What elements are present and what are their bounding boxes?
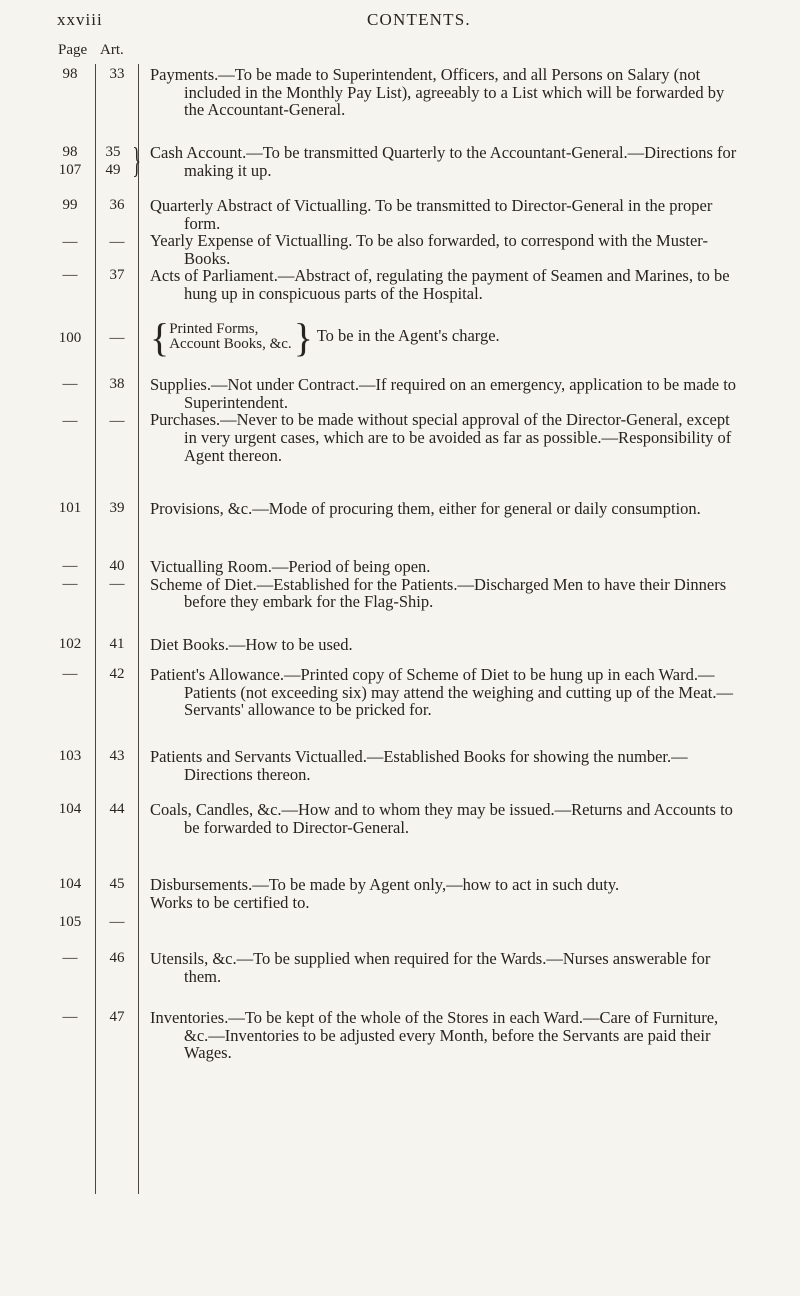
entry-text — [150, 1009, 746, 1062]
page-number: — — [62, 576, 78, 592]
column-rule-right — [138, 64, 139, 1194]
entry-line: Cash Account.—To be transmitted Quarterly to the Accountant-General.—Directions for making it up. — [150, 143, 737, 180]
page-number: — — [62, 234, 78, 250]
page-number: 100 — [58, 330, 82, 346]
article-number: 37 — [109, 267, 125, 283]
page-number: 107 — [58, 162, 82, 178]
page-folio: xxviii — [57, 10, 103, 29]
article-number: 47 — [109, 1009, 125, 1025]
page-number: 98 — [62, 144, 78, 160]
page-number: — — [62, 558, 78, 574]
entry-line: Payments.—To be made to Superintendent, Officers, and all Persons on Salary (not included in the Monthly Pay List), agreeably to a List which will be forwarded by the Accountant-General. — [150, 65, 725, 120]
page-number: — — [62, 413, 78, 429]
entry-text — [150, 500, 746, 518]
page-number: 102 — [58, 636, 82, 652]
entry-line: Inventories.—To be kept of the whole of the Stores in each Ward.—Care of Furniture, &c.—Inventories to be adjusted every Month, before the Servants are paid their Wages. — [150, 1008, 719, 1063]
page-number: 99 — [62, 197, 78, 213]
entry-text — [150, 748, 746, 783]
entry-text — [150, 666, 746, 719]
entry-text — [150, 314, 746, 360]
entry-text — [150, 267, 746, 302]
article-number: 40 — [109, 558, 125, 574]
entry-line: Disbursements.—To be made by Agent only,—how to act in such duty. — [150, 875, 620, 894]
entry-text — [150, 636, 746, 654]
entry-text — [150, 66, 746, 119]
entry-text — [150, 876, 746, 911]
entry-line: Diet Books.—How to be used. — [150, 635, 353, 654]
page-number: 104 — [58, 876, 82, 892]
page-number: 98 — [62, 66, 78, 82]
entry-line: Utensils, &c.—To be supplied when required for the Wards.—Nurses answerable for them. — [150, 949, 711, 986]
entry-text — [150, 801, 746, 836]
article-number: 43 — [109, 748, 125, 764]
entry-line: Supplies.—Not under Contract.—If required on an emergency, application to be made to Superintendent. — [150, 375, 737, 412]
page-title: CONTENTS. — [367, 10, 471, 29]
article-number: — — [109, 330, 125, 346]
column-header-page: Page — [58, 42, 88, 58]
article-number: 33 — [109, 66, 125, 82]
entry-line: Works to be certified to. — [150, 892, 310, 912]
article-number: 36 — [109, 197, 125, 213]
article-number: 44 — [109, 801, 125, 817]
article-number: 38 — [109, 376, 125, 392]
article-number: 42 — [109, 666, 125, 682]
page-number: 103 — [58, 748, 82, 764]
left-brace: { — [150, 314, 170, 360]
entry-line: Coals, Candles, &c.—How and to whom they may be issued.—Returns and Accounts to be forwarded to Director-General. — [150, 800, 733, 837]
bracket-stack — [169, 322, 291, 352]
entry-line: Purchases.—Never to be made without special approval of the Director-General, except in very urgent cases, which are to be avoided as far as possible.—Responsibility of Agent thereon. — [150, 410, 732, 465]
article-number: 46 — [109, 950, 125, 966]
article-number: 41 — [109, 636, 125, 652]
page-number: — — [62, 267, 78, 283]
article-number: — — [109, 576, 125, 592]
page-number: — — [62, 950, 78, 966]
running-head — [0, 8, 800, 32]
entry-line: Patient's Allowance.—Printed copy of Scheme of Diet to be hung up in each Ward.—Patients (not exceeding six) may attend the weighing and cutting up of the Meat.—Servants' allowance to be pricked for. — [150, 665, 733, 720]
page-number: 101 — [58, 500, 82, 516]
article-number: 35 — [105, 144, 121, 160]
entry-text — [150, 376, 746, 465]
entry-line: Yearly Expense of Victualling. To be also forwarded, to correspond with the Muster-Books. — [150, 231, 708, 269]
entry-line: Acts of Parliament.—Abstract of, regulating the payment of Seamen and Marines, to be hung up in conspicuous parts of the Hospital. — [150, 266, 730, 303]
column-header-art: Art. — [100, 42, 124, 58]
article-number: — — [109, 914, 125, 930]
entry-line: Scheme of Diet.—Established for the Patients.—Discharged Men to have their Dinners before they embark for the Flag-Ship. — [150, 574, 727, 612]
account-books-label: Account Books, &c. — [169, 336, 292, 352]
entry-text — [150, 144, 746, 179]
page-number: — — [62, 376, 78, 392]
entry-line: Quarterly Abstract of Victualling. To be transmitted to Director-General in the proper form. — [150, 196, 713, 233]
column-rule-left — [95, 64, 96, 1194]
right-brace: } — [132, 140, 141, 180]
article-number: 49 — [105, 162, 121, 178]
right-brace: } — [293, 314, 313, 360]
article-number: 39 — [109, 500, 125, 516]
page-number: — — [62, 666, 78, 682]
entry-line: Victualling Room.—Period of being open. — [150, 557, 431, 576]
agent-charge-text: To be in the Agent's charge. — [316, 325, 500, 345]
entry-text — [150, 197, 746, 268]
entry-line: Provisions, &c.—Mode of procuring them, either for general or daily consumption. — [150, 499, 701, 518]
article-number: 45 — [109, 876, 125, 892]
page-number: 105 — [58, 914, 82, 930]
printed-forms-label: Printed Forms, — [169, 321, 259, 337]
page-number: 104 — [58, 801, 82, 817]
article-number: — — [109, 234, 125, 250]
article-number: — — [109, 413, 125, 429]
page-number: — — [62, 1009, 78, 1025]
entry-line: Patients and Servants Victualled.—Established Books for showing the number.—Directions thereon. — [150, 747, 688, 784]
entry-text — [150, 950, 746, 985]
entry-text — [150, 558, 746, 611]
